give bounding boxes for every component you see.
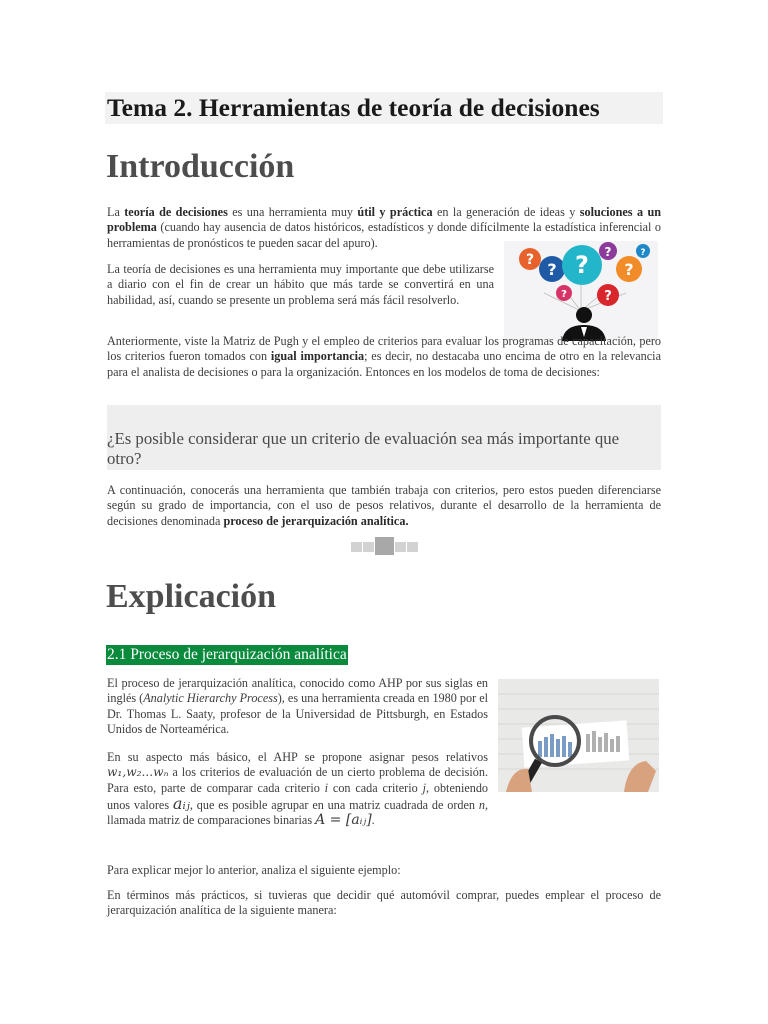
svg-text:?: ? bbox=[575, 251, 589, 279]
explicacion-paragraph-4: En términos más prácticos, si tuvieras que decidir qué automóvil comprar, puedes emplear el proceso de jerarquización analítica de la siguiente manera: bbox=[107, 888, 661, 918]
svg-text:?: ? bbox=[604, 245, 612, 259]
svg-text:?: ? bbox=[604, 289, 612, 304]
intro-paragraph-3: Anteriormente, viste la Matriz de Pugh y el empleo de criterios para evaluar los programas de capacitación, pero los criterios fueron tomados con igual importancia; es decir, no destacaba uno encima de otro en la relevancia para el analista de decisiones o para la organización. Entonces en los modelos de toma de decisiones: bbox=[107, 334, 661, 379]
explicacion-heading: Explicación bbox=[106, 578, 277, 615]
intro-heading: Introducción bbox=[106, 148, 295, 185]
svg-text:?: ? bbox=[547, 260, 557, 279]
svg-text:?: ? bbox=[561, 289, 567, 300]
svg-text:?: ? bbox=[525, 252, 535, 268]
separator-ornament bbox=[351, 537, 417, 555]
page-title: Tema 2. Herramientas de teoría de decisiones bbox=[105, 92, 663, 124]
explicacion-paragraph-3: Para explicar mejor lo anterior, analiza el siguiente ejemplo: bbox=[107, 863, 401, 877]
intro-paragraph-2: La teoría de decisiones es una herramienta muy importante que debe utilizarse a diario con el fin de crear un hábito que más tarde se convertirá en una habilidad, así, cuando se presente un problema será más fácil resolverlo. bbox=[107, 262, 494, 307]
svg-text:?: ? bbox=[624, 260, 634, 279]
callout-box bbox=[107, 405, 661, 470]
intro-paragraph-1: La teoría de decisiones es una herramienta muy útil y práctica en la generación de ideas y soluciones a un problema (cuando hay ausencia de datos históricos, estadísticos y donde difícilmente la estadística inferencial o herramientas de pronósticos te pueden sacar del apuro). bbox=[107, 205, 661, 250]
intro-paragraph-4: A continuación, conocerás una herramienta que también trabaja con criterios, pero estos pueden diferenciarse según su grado de importancia, con el uso de pesos relativos, durante el desarrollo de la herramienta de decisiones denominada proceso de jerarquización analítica. bbox=[107, 483, 661, 528]
question-marks-image bbox=[504, 241, 658, 341]
section-subheading: 2.1 Proceso de jerarquización analítica bbox=[107, 646, 347, 663]
callout-question: ¿Es posible considerar que un criterio de evaluación sea más importante que otro? bbox=[107, 429, 620, 468]
explicacion-paragraph-1: El proceso de jerarquización analítica, conocido como AHP por sus siglas en inglés (Analytic Hierarchy Process), es una herramienta creada en 1980 por el Dr. Thomas L. Saaty, profesor de la Universidad de Pittsburgh, en Estados Unidos de Norteamérica. bbox=[107, 676, 488, 736]
magnifier-chart-image bbox=[498, 679, 659, 792]
svg-text:?: ? bbox=[640, 248, 646, 258]
explicacion-paragraph-2: En su aspecto más básico, el AHP se propone asignar pesos relativos w₁,w₂...wₙ a los criterios de evaluación de un cierto problema de decisión. Para esto, parte de comparar cada criterio i con cada criterio j, obteniendo unos valores aᵢⱼ, que es posible agrupar en una matriz cuadrada de orden n, llamada matriz de comparaciones binarias A = [aᵢⱼ]. bbox=[107, 750, 489, 829]
